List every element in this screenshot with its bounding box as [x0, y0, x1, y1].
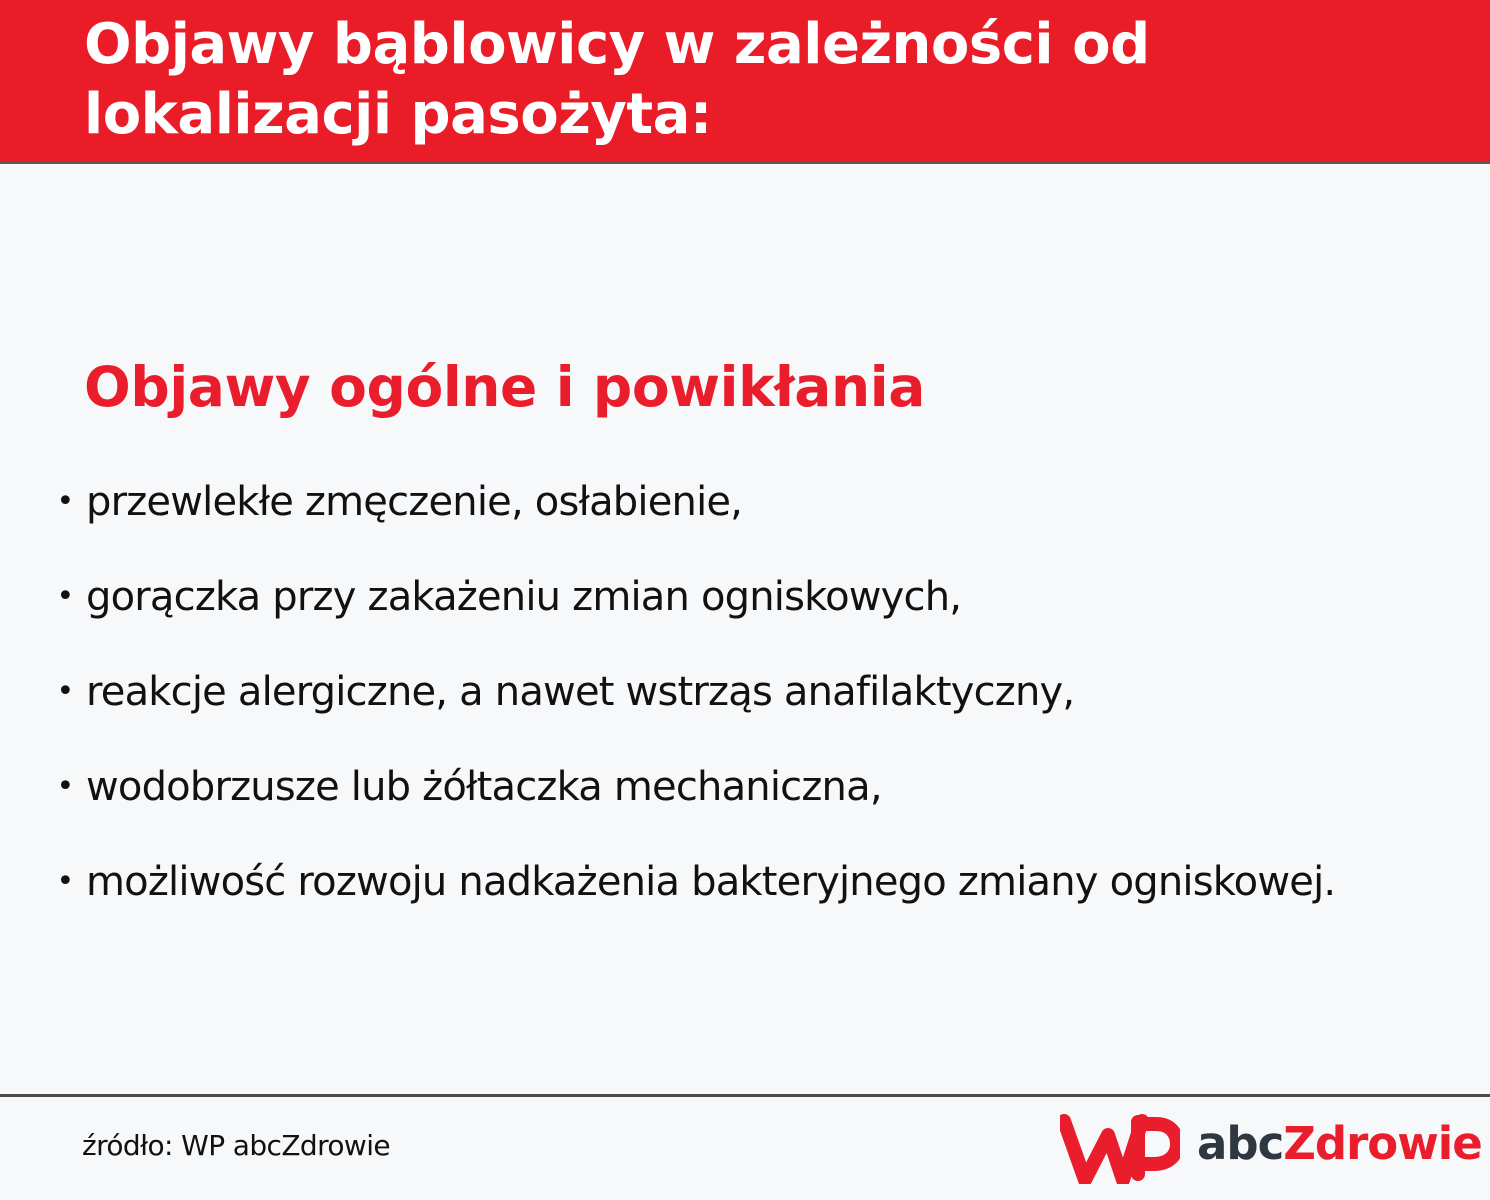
section-title: Objawy ogólne i powikłania: [84, 355, 925, 419]
page-header: [0, 0, 1490, 164]
bullet-icon: •: [56, 769, 74, 804]
symptom-item: [55, 852, 1465, 947]
bullet-icon: •: [56, 864, 74, 899]
wp-logo-icon: [1060, 1112, 1180, 1184]
symptom-item: [55, 757, 1465, 852]
bullet-icon: •: [56, 484, 74, 519]
brand-suffix: Zdrowie: [1283, 1117, 1482, 1170]
bullet-icon: •: [56, 579, 74, 614]
symptom-text: możliwość rozwoju nadkażenia bakteryjnego zmiany ogniskowej.: [86, 859, 1336, 905]
symptom-text: wodobrzusze lub żółtaczka mechaniczna,: [86, 764, 882, 810]
symptom-text: reakcje alergiczne, a nawet wstrząs anafilaktyczny,: [86, 669, 1075, 715]
symptom-text: gorączka przy zakażeniu zmian ogniskowych,: [86, 574, 962, 620]
source-text: źródło: WP abcZdrowie: [82, 1129, 391, 1162]
symptom-item: [55, 662, 1465, 757]
symptom-list: [55, 472, 1465, 947]
symptom-item: [55, 567, 1465, 662]
brand-prefix: abc: [1197, 1117, 1284, 1170]
page-title: Objawy bąblowicy w zależności od lokalizacji pasożyta:: [84, 12, 1150, 147]
symptom-item: [55, 472, 1465, 567]
abczdrowie-logo: [1060, 1112, 1482, 1184]
symptom-text: przewlekłe zmęczenie, osłabienie,: [86, 479, 743, 525]
bullet-icon: •: [56, 674, 74, 709]
brand-name: [1197, 1116, 1482, 1172]
footer-divider: [0, 1094, 1490, 1097]
